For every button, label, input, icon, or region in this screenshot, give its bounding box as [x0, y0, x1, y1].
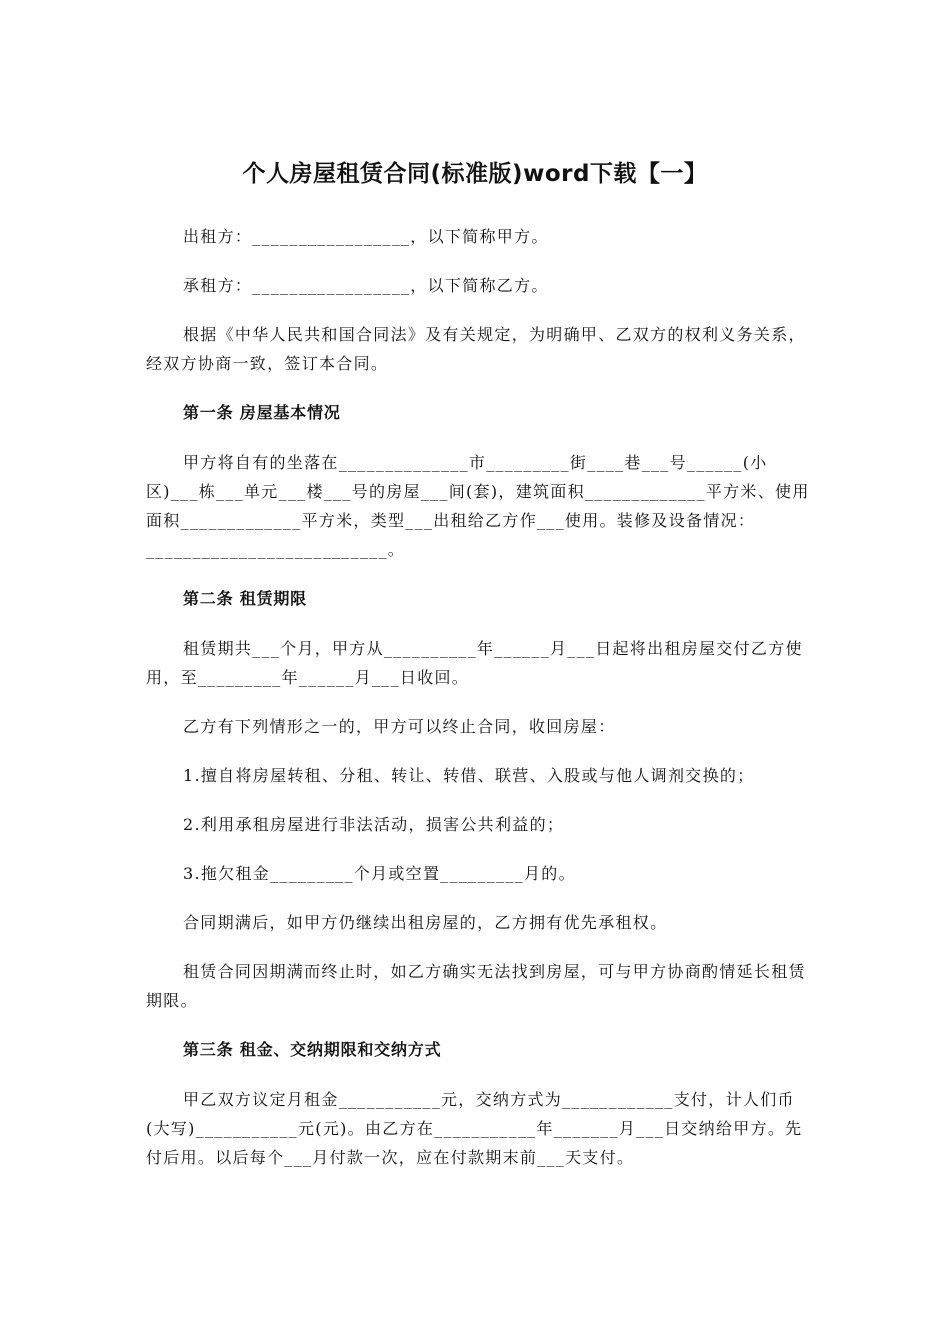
document-body — [146, 222, 810, 1192]
paragraph-lease-term: 租赁期共___个月，甲方从__________年______月___日起将出租房屋交付乙方使用，至_________年______月___日收回。 — [146, 639, 803, 687]
paragraph-property-details: 甲方将自有的坐落在______________市_________街____巷___号______(小区)___栋___单元___楼___号的房屋___间(套)，建筑面积_____________平方米、使用面积_____________平方米，类型___出租给乙方作___使用。装修及设备情况：__________________________。 — [146, 453, 810, 559]
paragraph-extension: 租赁合同因期满而终止时，如乙方确实无法找到房屋，可与甲方协商酌情延长租赁期限。 — [146, 962, 806, 1010]
paragraph-priority-right: 合同期满后，如甲方仍继续出租房屋的，乙方拥有优先承租权。 — [183, 913, 668, 932]
list-item-3: 3.拖欠租金_________个月或空置_________月的。 — [183, 864, 576, 883]
document-title: 个人房屋租赁合同(标准版)word下载【一】 — [242, 161, 708, 187]
paragraph-termination-intro: 乙方有下列情形之一的，甲方可以终止合同，收回房屋： — [183, 717, 616, 736]
paragraph-rent-payment: 甲乙双方议定月租金___________元，交纳方式为____________支付，计人们币(大写)___________元(元)。由乙方在___________年_______月___日交纳给甲方。先付后用。以后每个___月付款一次，应在付款期末前___天支付。 — [146, 1090, 803, 1167]
paragraph-preamble: 根据《中华人民共和国合同法》及有关规定，为明确甲、乙双方的权利义务关系，经双方协商一致，签订本合同。 — [146, 325, 806, 373]
section-heading-2: 第二条 租赁期限 — [183, 589, 307, 608]
section-heading-1: 第一条 房屋基本情况 — [183, 403, 341, 422]
section-heading-3: 第三条 租金、交纳期限和交纳方式 — [183, 1040, 442, 1059]
list-item-2: 2.利用承租房屋进行非法活动，损害公共利益的； — [183, 815, 565, 834]
list-item-1: 1.擅自将房屋转租、分租、转让、转借、联营、入股或与他人调剂交换的； — [183, 766, 755, 785]
paragraph-lessor: 出租方：_________________，以下简称甲方。 — [183, 227, 549, 246]
paragraph-lessee: 承租方：_________________，以下简称乙方。 — [183, 276, 549, 295]
